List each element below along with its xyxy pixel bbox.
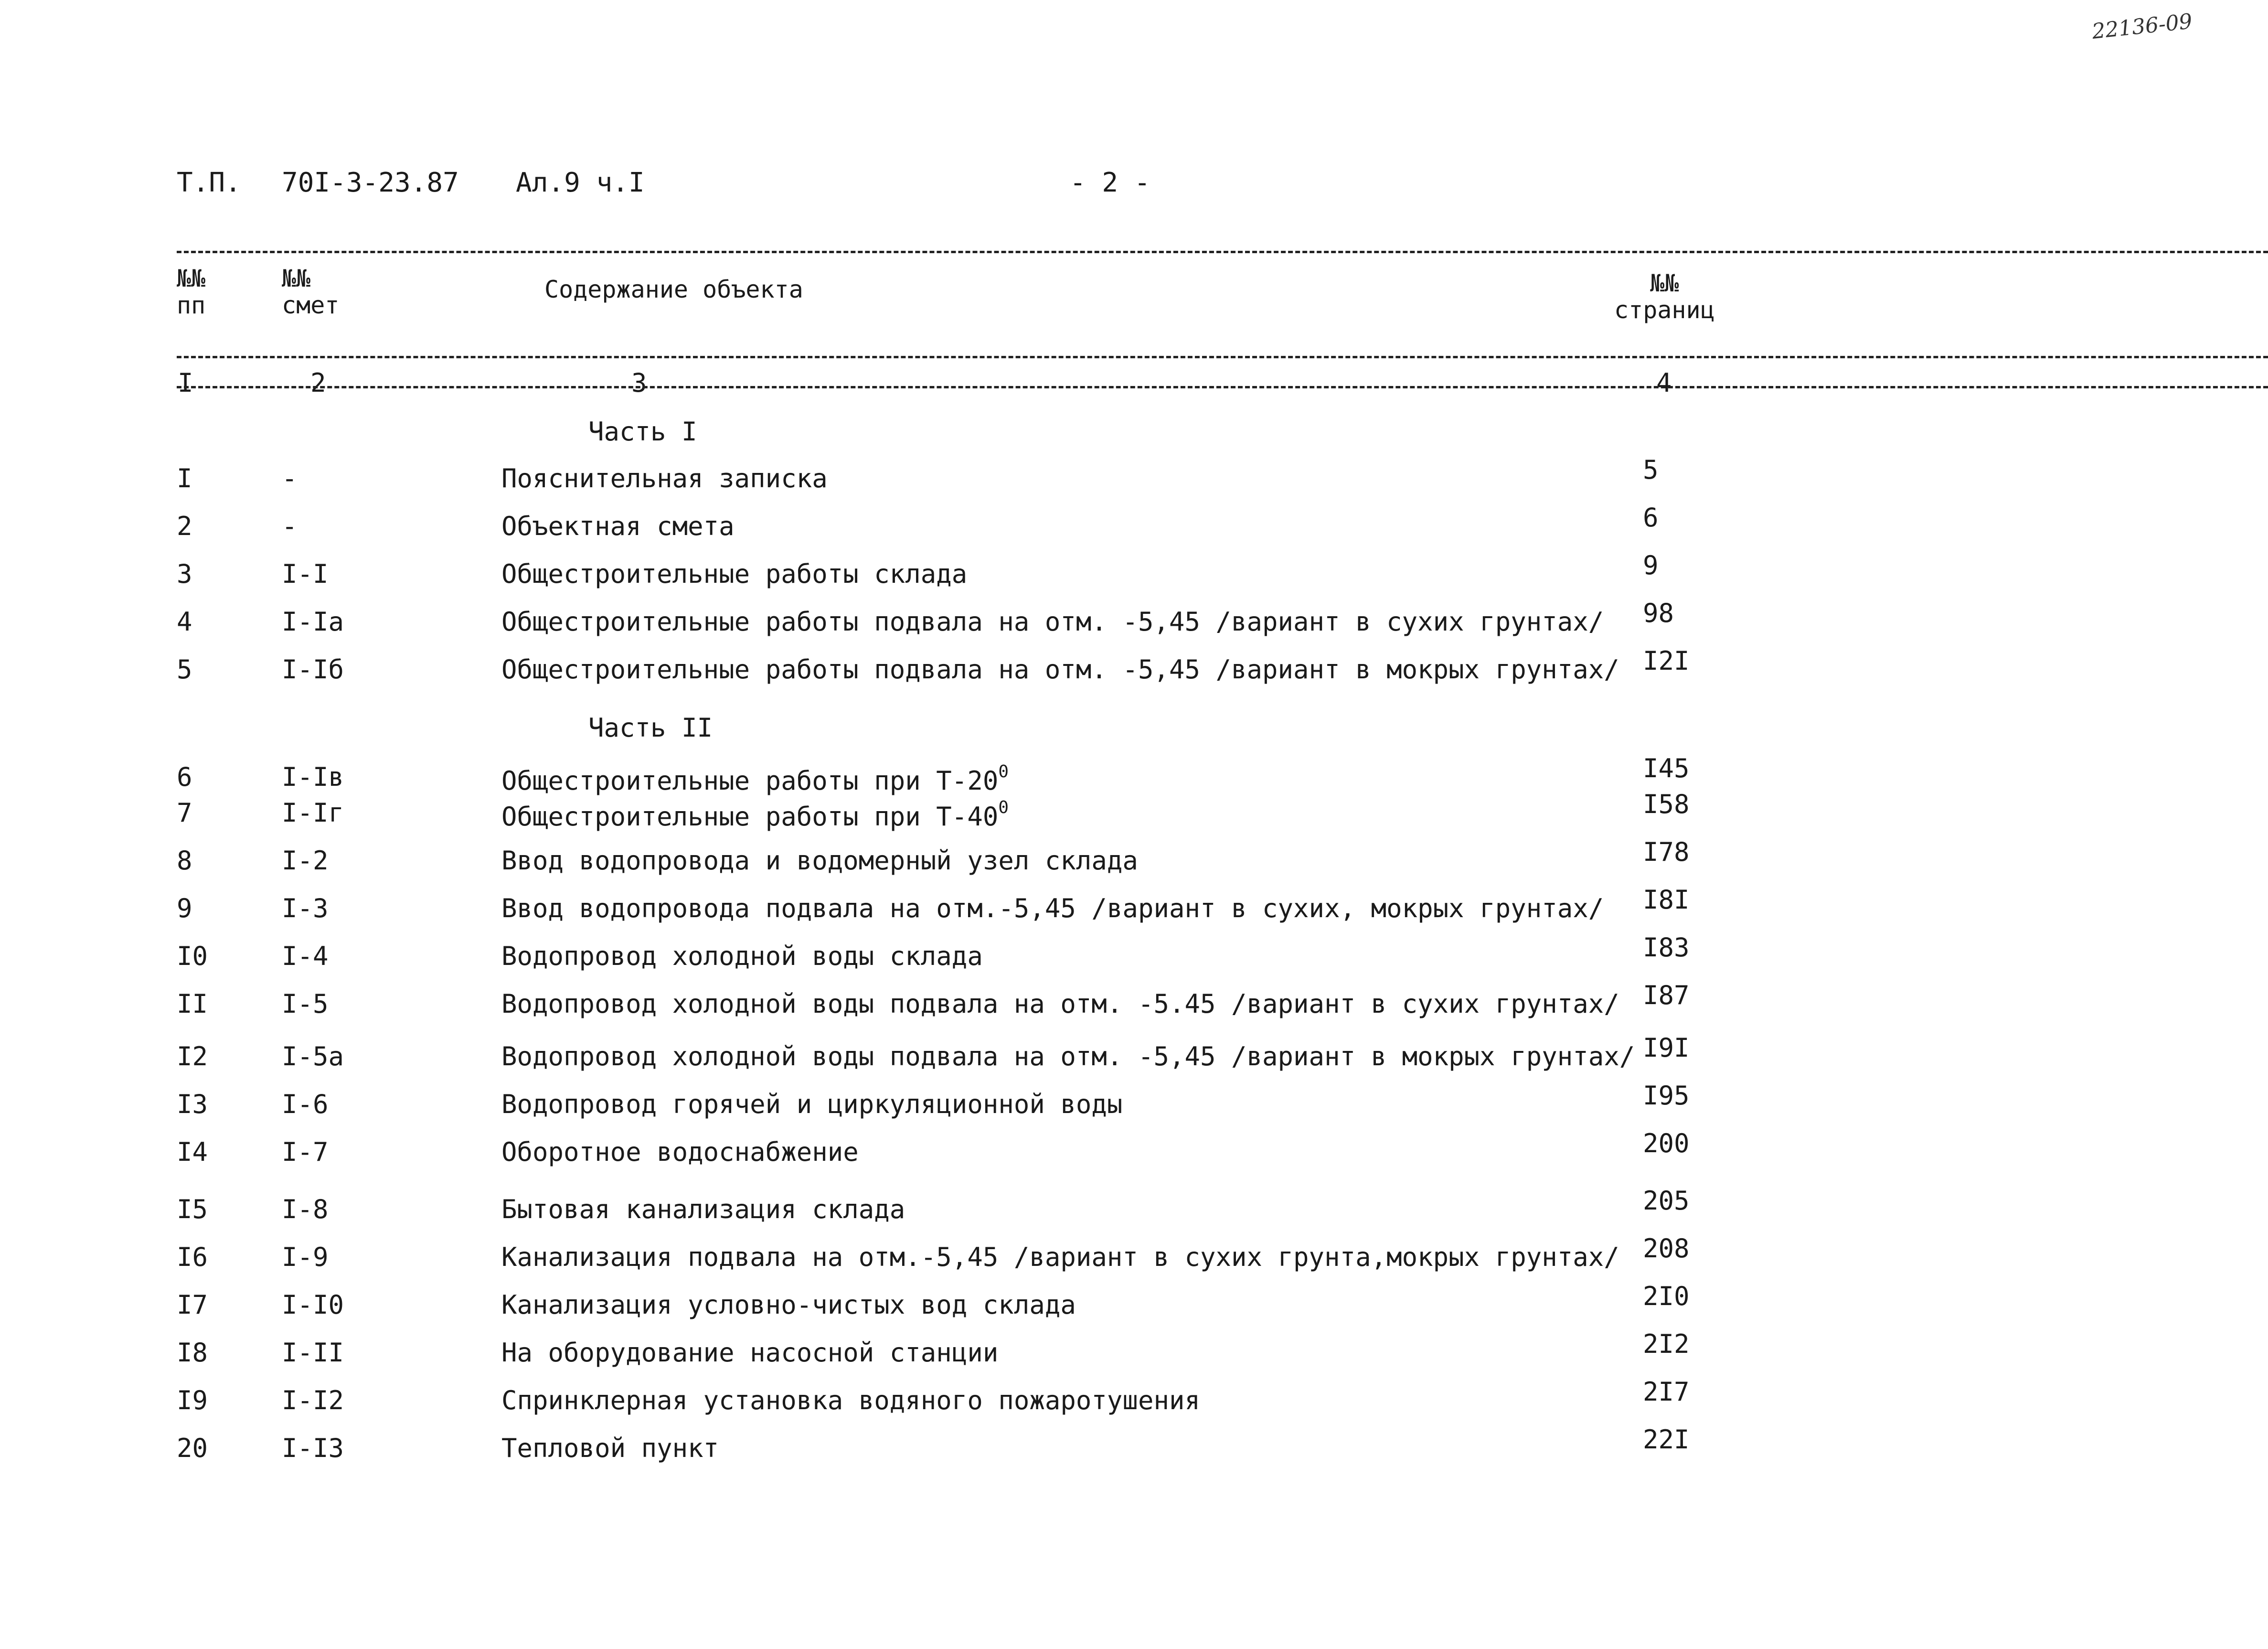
estimate-number: - — [282, 463, 298, 493]
row-title — [501, 1041, 1635, 1071]
page-ref: 6 — [1643, 503, 1659, 533]
col-4-header: №№ страниц — [1614, 269, 1715, 324]
estimate-number: I-5а — [282, 1041, 344, 1071]
row-title-text: Спринклерная установка водяного пожаротушения — [501, 1385, 1200, 1415]
page-ref: 2I0 — [1643, 1281, 1690, 1311]
page-ref: 205 — [1643, 1186, 1690, 1216]
col-3-header: Содержание объекта — [544, 276, 803, 303]
page-ref: 9 — [1643, 550, 1659, 580]
row-number: 9 — [177, 893, 192, 923]
doc-type: Т.П. — [177, 167, 241, 198]
row-number: 4 — [177, 607, 192, 637]
row-title-text: Общестроительные работы подвала на отм. -5,45 /вариант в сухих грунтах/ — [501, 607, 1604, 637]
row-title — [501, 893, 1604, 923]
row-number: II — [177, 989, 208, 1019]
page-number: - 2 - — [1070, 167, 1150, 198]
row-title-text: Ввод водопровода подвала на отм.-5,45 /вариант в сухих, мокрых грунтах/ — [501, 893, 1604, 923]
row-title-text: Бытовая канализация склада — [501, 1194, 905, 1224]
divider-column-numbers — [177, 386, 2268, 388]
row-title-text: Общестроительные работы при Т-20 — [501, 766, 999, 796]
album-label: Ал.9 ч.I — [516, 167, 645, 198]
page-ref: I2I — [1643, 646, 1690, 676]
page-ref: I78 — [1643, 837, 1690, 867]
row-number: I4 — [177, 1137, 208, 1167]
row-number: I — [177, 463, 192, 493]
page-ref: 5 — [1643, 455, 1659, 485]
row-number: 3 — [177, 559, 192, 589]
page-ref: 2I7 — [1643, 1377, 1690, 1407]
row-title — [501, 1290, 1076, 1320]
divider-header-bottom — [177, 356, 2268, 358]
row-number: I5 — [177, 1194, 208, 1224]
row-title-text: Оборотное водоснабжение — [501, 1137, 859, 1167]
row-title-text: Канализация условно-чистых вод склада — [501, 1290, 1076, 1320]
degree-superscript: 0 — [998, 762, 1009, 782]
estimate-number: I-6 — [282, 1089, 329, 1119]
estimate-number: I-4 — [282, 941, 329, 971]
row-number: 8 — [177, 846, 192, 876]
page-ref: I95 — [1643, 1081, 1690, 1111]
row-title — [501, 846, 1138, 876]
row-title-text: Общестроительные работы склада — [501, 559, 968, 589]
row-title-text: Пояснительная записка — [501, 463, 828, 493]
row-title-text: Водопровод холодной воды склада — [501, 941, 983, 971]
estimate-number: I-3 — [282, 893, 329, 923]
estimate-number: I-2 — [282, 846, 329, 876]
row-number: I3 — [177, 1089, 208, 1119]
row-title-text: Ввод водопровода и водомерный узел склада — [501, 846, 1138, 876]
col-number-2: 2 — [310, 368, 326, 398]
row-number: 7 — [177, 798, 192, 828]
page-ref: 2I2 — [1643, 1329, 1690, 1359]
row-title — [501, 798, 1009, 832]
page-ref: I87 — [1643, 980, 1690, 1010]
row-title-text: Общестроительные работы подвала на отм. -5,45 /вариант в мокрых грунтах/ — [501, 654, 1619, 685]
row-title-text: Канализация подвала на отм.-5,45 /вариант в сухих грунта,мокрых грунтах/ — [501, 1242, 1619, 1272]
row-title — [501, 1338, 998, 1368]
estimate-number: I-Iа — [282, 607, 344, 637]
row-title — [501, 511, 735, 541]
degree-superscript: 0 — [998, 798, 1009, 817]
estimate-number: I-9 — [282, 1242, 329, 1272]
page-ref: I58 — [1643, 789, 1690, 819]
row-title — [501, 559, 967, 589]
row-title — [501, 989, 1619, 1019]
page-ref: I83 — [1643, 932, 1690, 963]
estimate-number: I-I2 — [282, 1385, 344, 1415]
row-title — [501, 1194, 905, 1224]
row-title-text: Тепловой пункт — [501, 1433, 719, 1463]
row-title — [501, 607, 1604, 637]
row-title — [501, 654, 1619, 685]
row-title-text: Водопровод холодной воды подвала на отм. -5.45 /вариант в сухих грунтах/ — [501, 989, 1619, 1019]
page-ref: 22I — [1643, 1424, 1690, 1455]
estimate-number: - — [282, 511, 298, 541]
row-title — [501, 941, 983, 971]
row-title — [501, 762, 1009, 796]
row-title — [501, 1433, 719, 1463]
estimate-number: I-Iв — [282, 762, 344, 792]
row-number: I0 — [177, 941, 208, 971]
row-number: I6 — [177, 1242, 208, 1272]
row-title — [501, 1385, 1200, 1415]
row-title-text: Водопровод холодной воды подвала на отм. -5,45 /вариант в мокрых грунтах/ — [501, 1041, 1635, 1071]
page-ref: 208 — [1643, 1233, 1690, 1264]
estimate-number: I-I — [282, 559, 329, 589]
doc-number: 70I-3-23.87 — [282, 167, 459, 198]
row-number: 2 — [177, 511, 192, 541]
estimate-number: I-7 — [282, 1137, 329, 1167]
row-number: I9 — [177, 1385, 208, 1415]
row-number: I2 — [177, 1041, 208, 1071]
divider-top — [177, 251, 2268, 253]
estimate-number: I-I0 — [282, 1290, 344, 1320]
row-title — [501, 463, 828, 493]
estimate-number: I-5 — [282, 989, 329, 1019]
col-1-header: №№ пп — [177, 265, 206, 319]
row-title-text: Объектная смета — [501, 511, 735, 541]
estimate-number: I-8 — [282, 1194, 329, 1224]
col-number-3: 3 — [631, 368, 647, 398]
page-ref: I45 — [1643, 753, 1690, 783]
estimate-number: I-II — [282, 1338, 344, 1368]
col-number-4: 4 — [1656, 368, 1672, 398]
row-title — [501, 1089, 1122, 1119]
estimate-number: I-Iг — [282, 798, 344, 828]
page-ref: 98 — [1643, 598, 1674, 628]
part-1-title: Часть I — [588, 417, 697, 447]
row-title — [501, 1137, 859, 1167]
row-number: 5 — [177, 654, 192, 685]
estimate-number: I-Iб — [282, 654, 344, 685]
row-title-text: Общестроительные работы при Т-40 — [501, 802, 999, 832]
row-number: I7 — [177, 1290, 208, 1320]
page-ref: I8I — [1643, 885, 1690, 915]
page-ref: I9I — [1643, 1033, 1690, 1063]
row-number: 6 — [177, 762, 192, 792]
handwritten-corner-note: 22136-09 — [2090, 9, 2193, 44]
row-number: I8 — [177, 1338, 208, 1368]
estimate-number: I-I3 — [282, 1433, 344, 1463]
col-number-1: I — [178, 368, 193, 398]
part-2-title: Часть II — [588, 713, 713, 743]
row-title — [501, 1242, 1619, 1272]
row-number: 20 — [177, 1433, 208, 1463]
row-title-text: На оборудование насосной станции — [501, 1338, 999, 1368]
page-ref: 200 — [1643, 1128, 1690, 1158]
row-title-text: Водопровод горячей и циркуляционной воды — [501, 1089, 1123, 1119]
col-2-header: №№ смет — [282, 265, 340, 319]
